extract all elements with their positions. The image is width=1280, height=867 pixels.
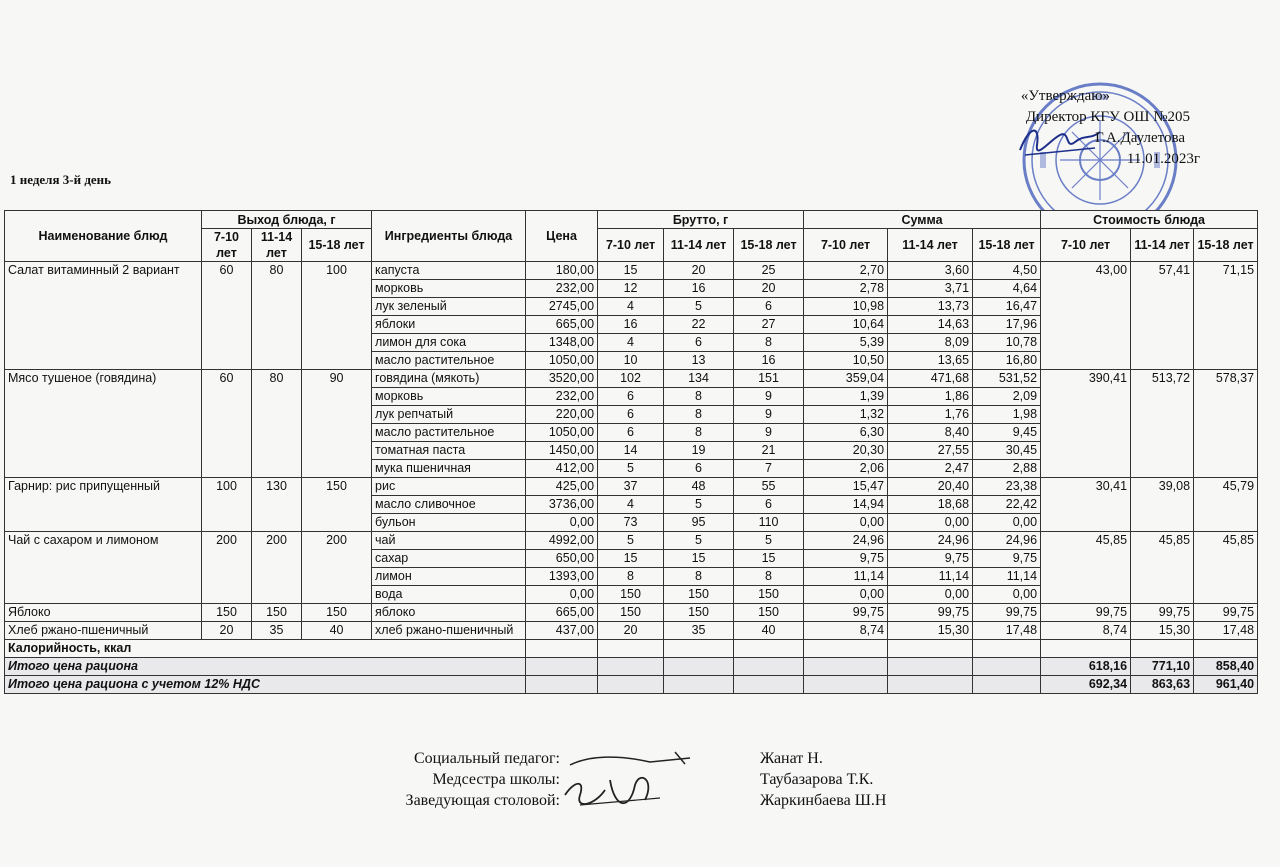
total-value: 863,63	[1131, 676, 1194, 694]
ingredient-price: 1348,00	[526, 334, 598, 352]
dish-cost: 45,79	[1194, 478, 1258, 532]
dish-cost: 99,75	[1131, 604, 1194, 622]
ingredient-sum: 2,06	[804, 460, 888, 478]
empty-cell	[973, 676, 1041, 694]
ingredient-sum: 99,75	[888, 604, 973, 622]
ingredient-price: 0,00	[526, 586, 598, 604]
header-brutto-age1: 7-10 лет	[598, 229, 664, 262]
approval-heading: «Утверждаю»	[1020, 88, 1110, 104]
dish-cost: 57,41	[1131, 262, 1194, 370]
ingredient-sum: 10,50	[804, 352, 888, 370]
ingredient-sum: 1,39	[804, 388, 888, 406]
table-row	[5, 622, 1258, 640]
ingredient-sum: 9,45	[973, 424, 1041, 442]
ingredient-brutto: 4	[598, 298, 664, 316]
empty-cell	[804, 640, 888, 658]
ingredient-name: рис	[372, 478, 526, 496]
ingredient-name: бульон	[372, 514, 526, 532]
ingredient-brutto: 4	[598, 496, 664, 514]
ingredient-sum: 2,70	[804, 262, 888, 280]
empty-cell	[973, 658, 1041, 676]
empty-cell	[664, 658, 734, 676]
ingredient-brutto: 15	[664, 550, 734, 568]
ingredient-sum: 10,78	[973, 334, 1041, 352]
ingredient-brutto: 8	[664, 424, 734, 442]
dish-cost: 71,15	[1194, 262, 1258, 370]
ingredient-price: 665,00	[526, 604, 598, 622]
ingredient-name: хлеб ржано-пшеничный	[372, 622, 526, 640]
table-row	[5, 478, 1258, 496]
ingredient-name: томатная паста	[372, 442, 526, 460]
ingredient-brutto: 37	[598, 478, 664, 496]
ingredient-brutto: 8	[598, 568, 664, 586]
header-cost: Стоимость блюда	[1041, 211, 1258, 229]
empty-cell	[664, 640, 734, 658]
ingredient-brutto: 9	[734, 424, 804, 442]
dish-cost: 578,37	[1194, 370, 1258, 478]
empty-cell	[526, 676, 598, 694]
ingredient-brutto: 27	[734, 316, 804, 334]
ingredient-name: масло растительное	[372, 424, 526, 442]
ingredient-brutto: 8	[664, 388, 734, 406]
ingredient-price: 4992,00	[526, 532, 598, 550]
ingredient-brutto: 5	[664, 532, 734, 550]
ingredient-brutto: 15	[598, 262, 664, 280]
role-social-pedagogue: Социальный педагог:	[413, 750, 560, 767]
name-school-nurse: Таубазарова Т.К.	[760, 771, 874, 788]
ingredient-brutto: 16	[664, 280, 734, 298]
empty-cell	[734, 658, 804, 676]
page-subtitle: 1 неделя 3-й день	[10, 172, 112, 187]
ingredient-brutto: 150	[664, 604, 734, 622]
ingredient-sum: 2,78	[804, 280, 888, 298]
ingredient-name: капуста	[372, 262, 526, 280]
header-brutto-age2: 11-14 лет	[664, 229, 734, 262]
ingredient-sum: 13,73	[888, 298, 973, 316]
empty-cell	[526, 658, 598, 676]
ingredient-name: лимон	[372, 568, 526, 586]
header-yield-age3: 15-18 лет	[302, 229, 372, 262]
role-canteen-head: Заведующая столовой:	[405, 792, 560, 809]
header-sum: Сумма	[804, 211, 1041, 229]
ingredient-sum: 14,94	[804, 496, 888, 514]
dish-yield: 20	[202, 622, 252, 640]
ingredient-price: 1050,00	[526, 352, 598, 370]
ingredient-sum: 3,60	[888, 262, 973, 280]
ingredient-brutto: 150	[598, 604, 664, 622]
total-value: 961,40	[1194, 676, 1258, 694]
header-dish: Наименование блюд	[5, 211, 202, 262]
total-label: Итого цена рациона	[5, 658, 526, 676]
ingredient-sum: 10,98	[804, 298, 888, 316]
ingredient-brutto: 55	[734, 478, 804, 496]
ingredient-sum: 8,09	[888, 334, 973, 352]
empty-cell	[598, 658, 664, 676]
ingredient-brutto: 40	[734, 622, 804, 640]
ingredient-brutto: 5	[664, 298, 734, 316]
total-row	[5, 658, 1258, 676]
dish-yield: 90	[302, 370, 372, 478]
ingredient-sum: 16,47	[973, 298, 1041, 316]
header-cost-age3: 15-18 лет	[1194, 229, 1258, 262]
empty-cell	[1131, 640, 1194, 658]
ingredient-sum: 11,14	[973, 568, 1041, 586]
ingredient-sum: 2,47	[888, 460, 973, 478]
dish-yield: 150	[302, 604, 372, 622]
ingredient-brutto: 20	[598, 622, 664, 640]
dish-yield: 150	[202, 604, 252, 622]
approval-position: Директор КГУ ОШ №205	[1025, 109, 1190, 125]
ingredient-sum: 24,96	[804, 532, 888, 550]
total-value: 692,34	[1041, 676, 1131, 694]
approval-name: Г.А.Даулетова	[1095, 130, 1185, 146]
empty-cell	[734, 640, 804, 658]
name-social-pedagogue: Жанат Н.	[760, 750, 823, 767]
ingredient-brutto: 6	[664, 334, 734, 352]
ingredient-brutto: 16	[598, 316, 664, 334]
ingredient-sum: 2,88	[973, 460, 1041, 478]
ingredient-brutto: 73	[598, 514, 664, 532]
ingredient-sum: 16,80	[973, 352, 1041, 370]
dish-cost: 15,30	[1131, 622, 1194, 640]
ingredient-sum: 9,75	[804, 550, 888, 568]
ingredient-sum: 24,96	[888, 532, 973, 550]
total-value: 618,16	[1041, 658, 1131, 676]
ingredient-brutto: 4	[598, 334, 664, 352]
ingredient-brutto: 15	[734, 550, 804, 568]
dish-cost: 99,75	[1194, 604, 1258, 622]
ingredient-sum: 1,76	[888, 406, 973, 424]
total-label: Итого цена рациона с учетом 12% НДС	[5, 676, 526, 694]
ingredient-brutto: 6	[598, 388, 664, 406]
empty-cell	[598, 640, 664, 658]
dish-cost: 43,00	[1041, 262, 1131, 370]
empty-cell	[1194, 640, 1258, 658]
total-value: 858,40	[1194, 658, 1258, 676]
header-ingredients: Ингредиенты блюда	[372, 211, 526, 262]
table-row	[5, 262, 1258, 280]
dish-cost: 390,41	[1041, 370, 1131, 478]
dish-name: Салат витаминный 2 вариант	[5, 262, 202, 370]
calories-row	[5, 640, 1258, 658]
ingredient-name: морковь	[372, 388, 526, 406]
ingredient-sum: 0,00	[888, 514, 973, 532]
ingredient-price: 180,00	[526, 262, 598, 280]
ingredient-name: говядина (мякоть)	[372, 370, 526, 388]
ingredient-brutto: 15	[598, 550, 664, 568]
header-sum-age2: 11-14 лет	[888, 229, 973, 262]
dish-name: Гарнир: рис припущенный	[5, 478, 202, 532]
ingredient-sum: 99,75	[973, 604, 1041, 622]
approval-date: 11.01.2023г	[1126, 151, 1200, 167]
ingredient-sum: 1,98	[973, 406, 1041, 424]
dish-name: Яблоко	[5, 604, 202, 622]
ingredient-sum: 14,63	[888, 316, 973, 334]
staff-signatures	[560, 750, 700, 820]
ingredient-sum: 0,00	[888, 586, 973, 604]
dish-yield: 60	[202, 370, 252, 478]
ingredient-price: 2745,00	[526, 298, 598, 316]
dish-cost: 45,85	[1041, 532, 1131, 604]
ingredient-brutto: 150	[734, 604, 804, 622]
ingredient-sum: 99,75	[804, 604, 888, 622]
header-yield-age1: 7-10 лет	[202, 229, 252, 262]
ingredient-sum: 531,52	[973, 370, 1041, 388]
ingredient-name: масло сливочное	[372, 496, 526, 514]
ingredient-brutto: 8	[734, 334, 804, 352]
ingredient-brutto: 6	[598, 406, 664, 424]
ingredient-brutto: 10	[598, 352, 664, 370]
dish-yield: 100	[302, 262, 372, 370]
ingredient-brutto: 5	[598, 460, 664, 478]
total-value: 771,10	[1131, 658, 1194, 676]
ingredient-sum: 0,00	[973, 514, 1041, 532]
ingredient-price: 665,00	[526, 316, 598, 334]
dish-cost: 45,85	[1131, 532, 1194, 604]
ingredient-price: 3736,00	[526, 496, 598, 514]
ingredient-sum: 8,74	[804, 622, 888, 640]
ingredient-sum: 4,50	[973, 262, 1041, 280]
ingredient-name: лимон для сока	[372, 334, 526, 352]
empty-cell	[888, 640, 973, 658]
ingredient-price: 3520,00	[526, 370, 598, 388]
ingredient-sum: 1,32	[804, 406, 888, 424]
ingredient-sum: 22,42	[973, 496, 1041, 514]
dish-yield: 200	[302, 532, 372, 604]
ingredient-price: 232,00	[526, 280, 598, 298]
dish-cost: 17,48	[1194, 622, 1258, 640]
ingredient-sum: 24,96	[973, 532, 1041, 550]
dish-yield: 80	[252, 370, 302, 478]
ingredient-sum: 13,65	[888, 352, 973, 370]
dish-yield: 35	[252, 622, 302, 640]
ingredient-brutto: 8	[734, 568, 804, 586]
ingredient-sum: 4,64	[973, 280, 1041, 298]
ingredient-sum: 18,68	[888, 496, 973, 514]
ingredient-brutto: 16	[734, 352, 804, 370]
ingredient-brutto: 5	[734, 532, 804, 550]
empty-cell	[734, 676, 804, 694]
dish-yield: 100	[202, 478, 252, 532]
ingredient-sum: 11,14	[804, 568, 888, 586]
dish-yield: 150	[302, 478, 372, 532]
ingredient-sum: 3,71	[888, 280, 973, 298]
ingredient-brutto: 12	[598, 280, 664, 298]
ingredient-price: 1393,00	[526, 568, 598, 586]
header-cost-age1: 7-10 лет	[1041, 229, 1131, 262]
empty-cell	[598, 676, 664, 694]
empty-cell	[526, 640, 598, 658]
ingredient-brutto: 22	[664, 316, 734, 334]
ingredient-brutto: 9	[734, 406, 804, 424]
dish-cost: 513,72	[1131, 370, 1194, 478]
ingredient-sum: 9,75	[888, 550, 973, 568]
ingredient-brutto: 110	[734, 514, 804, 532]
role-school-nurse: Медсестра школы:	[432, 771, 560, 788]
ingredient-price: 1450,00	[526, 442, 598, 460]
header-sum-age1: 7-10 лет	[804, 229, 888, 262]
ingredient-sum: 5,39	[804, 334, 888, 352]
ingredient-sum: 30,45	[973, 442, 1041, 460]
ingredient-price: 412,00	[526, 460, 598, 478]
ingredient-name: сахар	[372, 550, 526, 568]
table-row	[5, 370, 1258, 388]
dish-name: Хлеб ржано-пшеничный	[5, 622, 202, 640]
dish-cost: 99,75	[1041, 604, 1131, 622]
ingredient-brutto: 102	[598, 370, 664, 388]
ingredient-sum: 2,09	[973, 388, 1041, 406]
ingredient-brutto: 150	[664, 586, 734, 604]
empty-cell	[664, 676, 734, 694]
signature-roles	[330, 748, 560, 811]
ingredient-sum: 10,64	[804, 316, 888, 334]
dish-cost: 30,41	[1041, 478, 1131, 532]
ingredient-brutto: 5	[598, 532, 664, 550]
empty-cell	[888, 676, 973, 694]
ingredient-sum: 15,47	[804, 478, 888, 496]
ingredient-sum: 20,30	[804, 442, 888, 460]
dish-yield: 150	[252, 604, 302, 622]
signature-names	[760, 748, 960, 811]
ingredient-sum: 17,48	[973, 622, 1041, 640]
ingredient-price: 650,00	[526, 550, 598, 568]
ingredient-sum: 17,96	[973, 316, 1041, 334]
header-yield-age2: 11-14 лет	[252, 229, 302, 262]
ingredient-brutto: 25	[734, 262, 804, 280]
table-row	[5, 532, 1258, 550]
ingredient-name: масло растительное	[372, 352, 526, 370]
ingredient-name: морковь	[372, 280, 526, 298]
calories-label: Калорийность, ккал	[5, 640, 526, 658]
ingredient-brutto: 5	[664, 496, 734, 514]
ingredient-name: яблоки	[372, 316, 526, 334]
empty-cell	[888, 658, 973, 676]
ingredient-brutto: 134	[664, 370, 734, 388]
dish-yield: 40	[302, 622, 372, 640]
header-brutto-age3: 15-18 лет	[734, 229, 804, 262]
empty-cell	[1041, 640, 1131, 658]
header-brutto: Брутто, г	[598, 211, 804, 229]
ingredient-sum: 1,86	[888, 388, 973, 406]
ingredient-price: 1050,00	[526, 424, 598, 442]
ingredient-brutto: 20	[734, 280, 804, 298]
header-cost-age2: 11-14 лет	[1131, 229, 1194, 262]
header-yield: Выход блюда, г	[202, 211, 372, 229]
ingredient-brutto: 8	[664, 406, 734, 424]
ingredient-brutto: 6	[734, 496, 804, 514]
ingredient-sum: 27,55	[888, 442, 973, 460]
ingredient-sum: 8,40	[888, 424, 973, 442]
ingredient-price: 425,00	[526, 478, 598, 496]
dish-yield: 130	[252, 478, 302, 532]
ingredient-brutto: 7	[734, 460, 804, 478]
dish-yield: 60	[202, 262, 252, 370]
ingredient-brutto: 8	[664, 568, 734, 586]
dish-yield: 200	[252, 532, 302, 604]
ingredient-sum: 20,40	[888, 478, 973, 496]
dish-yield: 80	[252, 262, 302, 370]
ingredient-sum: 0,00	[804, 514, 888, 532]
menu-table	[4, 210, 1258, 694]
ingredient-brutto: 95	[664, 514, 734, 532]
ingredient-price: 0,00	[526, 514, 598, 532]
ingredient-brutto: 151	[734, 370, 804, 388]
dish-cost: 8,74	[1041, 622, 1131, 640]
dish-name: Чай с сахаром и лимоном	[5, 532, 202, 604]
ingredient-brutto: 14	[598, 442, 664, 460]
menu-body	[5, 262, 1258, 694]
ingredient-name: мука пшеничная	[372, 460, 526, 478]
ingredient-brutto: 6	[734, 298, 804, 316]
ingredient-brutto: 20	[664, 262, 734, 280]
ingredient-brutto: 150	[734, 586, 804, 604]
ingredient-brutto: 35	[664, 622, 734, 640]
ingredient-brutto: 19	[664, 442, 734, 460]
ingredient-name: лук зеленый	[372, 298, 526, 316]
header-sum-age3: 15-18 лет	[973, 229, 1041, 262]
total-row	[5, 676, 1258, 694]
ingredient-sum: 23,38	[973, 478, 1041, 496]
ingredient-brutto: 6	[664, 460, 734, 478]
ingredient-name: яблоко	[372, 604, 526, 622]
dish-yield: 200	[202, 532, 252, 604]
empty-cell	[973, 640, 1041, 658]
header-row-1	[5, 211, 1258, 229]
ingredient-sum: 11,14	[888, 568, 973, 586]
ingredient-brutto: 9	[734, 388, 804, 406]
ingredient-sum: 15,30	[888, 622, 973, 640]
ingredient-sum: 6,30	[804, 424, 888, 442]
ingredient-name: лук репчатый	[372, 406, 526, 424]
ingredient-brutto: 48	[664, 478, 734, 496]
empty-cell	[804, 658, 888, 676]
table-row	[5, 604, 1258, 622]
ingredient-name: вода	[372, 586, 526, 604]
dish-cost: 45,85	[1194, 532, 1258, 604]
name-canteen-head: Жаркинбаева Ш.Н	[760, 792, 887, 809]
ingredient-brutto: 150	[598, 586, 664, 604]
empty-cell	[804, 676, 888, 694]
dish-cost: 39,08	[1131, 478, 1194, 532]
ingredient-sum: 471,68	[888, 370, 973, 388]
ingredient-brutto: 21	[734, 442, 804, 460]
ingredient-sum: 0,00	[973, 586, 1041, 604]
ingredient-price: 220,00	[526, 406, 598, 424]
ingredient-price: 232,00	[526, 388, 598, 406]
ingredient-sum: 0,00	[804, 586, 888, 604]
ingredient-brutto: 13	[664, 352, 734, 370]
ingredient-price: 437,00	[526, 622, 598, 640]
dish-name: Мясо тушеное (говядина)	[5, 370, 202, 478]
header-price: Цена	[526, 211, 598, 262]
ingredient-sum: 9,75	[973, 550, 1041, 568]
ingredient-sum: 359,04	[804, 370, 888, 388]
ingredient-brutto: 6	[598, 424, 664, 442]
ingredient-name: чай	[372, 532, 526, 550]
approval-block	[990, 86, 1220, 170]
